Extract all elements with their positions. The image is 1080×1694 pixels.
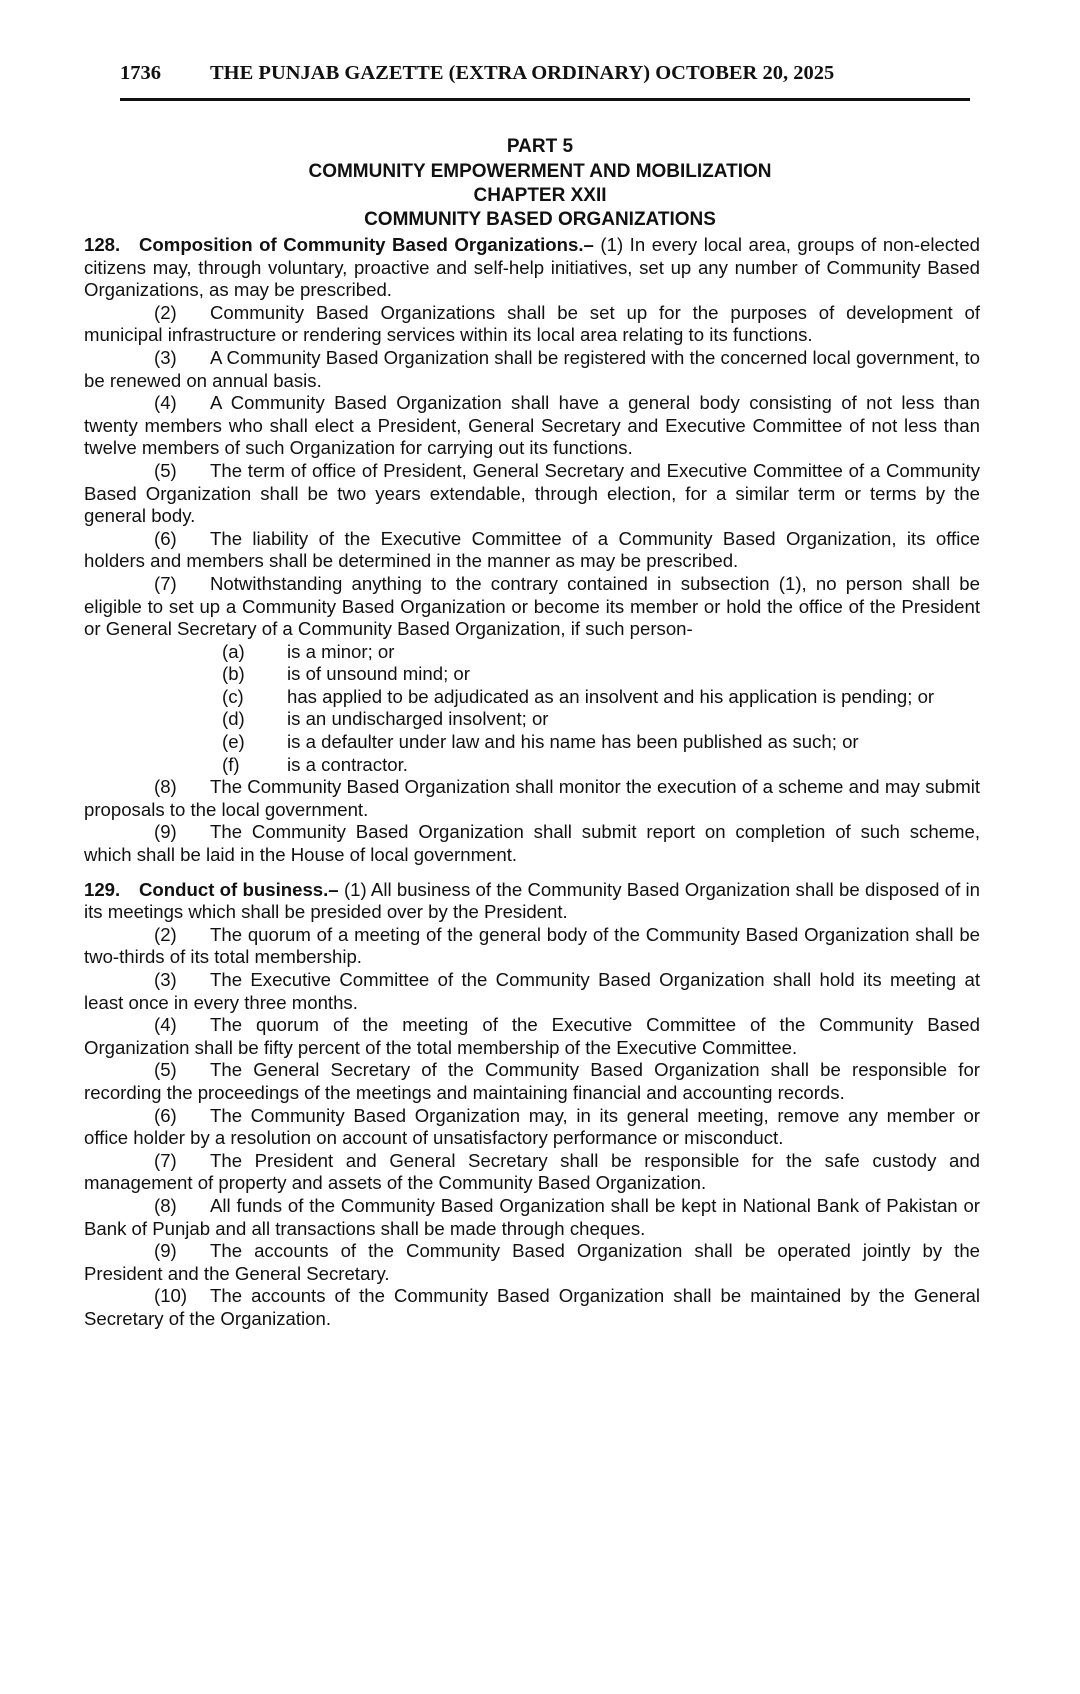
clause: (d) is an undischarged insolvent; or — [222, 708, 549, 730]
section-128 — [84, 234, 980, 867]
subsection: (4) The quorum of the meeting of the Executive Committee of the Community Based Organization shall be fifty percent of the total membership of the Executive Committee. — [84, 1014, 980, 1058]
subsection: (3) A Community Based Organization shall be registered with the concerned local government, to be renewed on annual basis. — [84, 346, 980, 391]
section-title: Conduct of business.– — [139, 878, 339, 900]
subsection: (2) The quorum of a meeting of the general body of the Community Based Organization shall be two-thirds of its total membership. — [84, 923, 980, 968]
subsection: (8) All funds of the Community Based Organization shall be kept in National Bank of Pakistan or Bank of Punjab and all transactions shall be made through cheques. — [84, 1194, 980, 1239]
subsection: (4) A Community Based Organization shall have a general body consisting of not less than twenty members who shall elect a President, General Secretary and Executive Committee of not less than twelve members of such Organization for carrying out its functions. — [84, 392, 980, 459]
subsection: (3) The Executive Committee of the Community Based Organization shall hold its meeting at least once in every three months. — [84, 969, 980, 1013]
subsection: (6) The liability of the Executive Committee of a Community Based Organization, its office holders and members shall be determined in the manner as may be prescribed. — [84, 527, 980, 572]
chapter-name: COMMUNITY BASED ORGANIZATIONS — [364, 209, 716, 230]
subsection-text: (1) In every local area, groups of non-elected citizens may, through voluntary, proactive and self-help initiatives, set up any number of Community Based Organizations, as may be prescribed. — [84, 234, 980, 301]
subsection: (9) The accounts of the Community Based Organization shall be operated jointly by the President and the General Secretary. — [84, 1240, 980, 1284]
chapter-heading: CHAPTER XXII — [473, 185, 607, 206]
subsection: (5) The General Secretary of the Community Based Organization shall be responsible for recording the proceedings of the meetings and maintaining financial and accounting records. — [84, 1059, 980, 1103]
part-name: COMMUNITY EMPOWERMENT AND MOBILIZATION — [308, 161, 772, 182]
section-128-intro — [84, 234, 980, 302]
section-number: 128. — [84, 234, 121, 255]
section-129-intro — [84, 879, 980, 924]
subsection: (7) Notwithstanding anything to the contrary contained in subsection (1), no person shall be eligible to set up a Community Based Organization or become its member or hold the office of the President or General Secretary of a Community Based Organization, if such person- — [84, 572, 980, 640]
clause-list — [222, 641, 980, 777]
section-129 — [84, 879, 980, 1331]
document-body — [84, 234, 980, 1331]
clause: (c) has applied to be adjudicated as an insolvent and his application is pending; or — [222, 685, 935, 707]
subsection: (7) The President and General Secretary shall be responsible for the safe custody and management of property and assets of the Community Based Organization. — [84, 1149, 980, 1194]
subsection: (2) Community Based Organizations shall be set up for the purposes of development of municipal infrastructure or rendering services within its local area relating to its functions. — [84, 301, 980, 346]
section-number: 129. — [84, 878, 121, 900]
subsection: (9) The Community Based Organization shall submit report on completion of such scheme, which shall be laid in the House of local government. — [84, 821, 980, 866]
part-heading: PART 5 — [506, 136, 574, 157]
subsection: (6) The Community Based Organization may, in its general meeting, remove any member or office holder by a resolution on account of unsatisfactory performance or misconduct. — [84, 1104, 980, 1149]
subsection: (5) The term of office of President, General Secretary and Executive Committee of a Community Based Organization shall be two years extendable, through election, for a similar term or terms by the general body. — [84, 459, 980, 527]
subsection-text: (1) All business of the Community Based Organization shall be disposed of in its meetings which shall be presided over by the President. — [84, 878, 981, 923]
clause: (b) is of unsound mind; or — [222, 663, 470, 685]
section-title: Composition of Community Based Organizations.– — [139, 234, 594, 255]
clause: (a) is a minor; or — [222, 640, 395, 662]
clause: (e) is a defaulter under law and his name has been published as such; or — [222, 731, 859, 753]
clause: (f) is a contractor. — [222, 753, 408, 775]
gazette-title: THE PUNJAB GAZETTE (EXTRA ORDINARY) OCTOBER 20, 2025 — [210, 62, 835, 84]
subsection: (8) The Community Based Organization shall monitor the execution of a scheme and may submit proposals to the local government. — [84, 776, 980, 820]
page-number: 1736 — [120, 62, 161, 84]
gazette-header — [120, 62, 968, 85]
subsection: (10) The accounts of the Community Based Organization shall be maintained by the General Secretary of the Organization. — [84, 1285, 980, 1329]
header-rule — [120, 98, 970, 101]
